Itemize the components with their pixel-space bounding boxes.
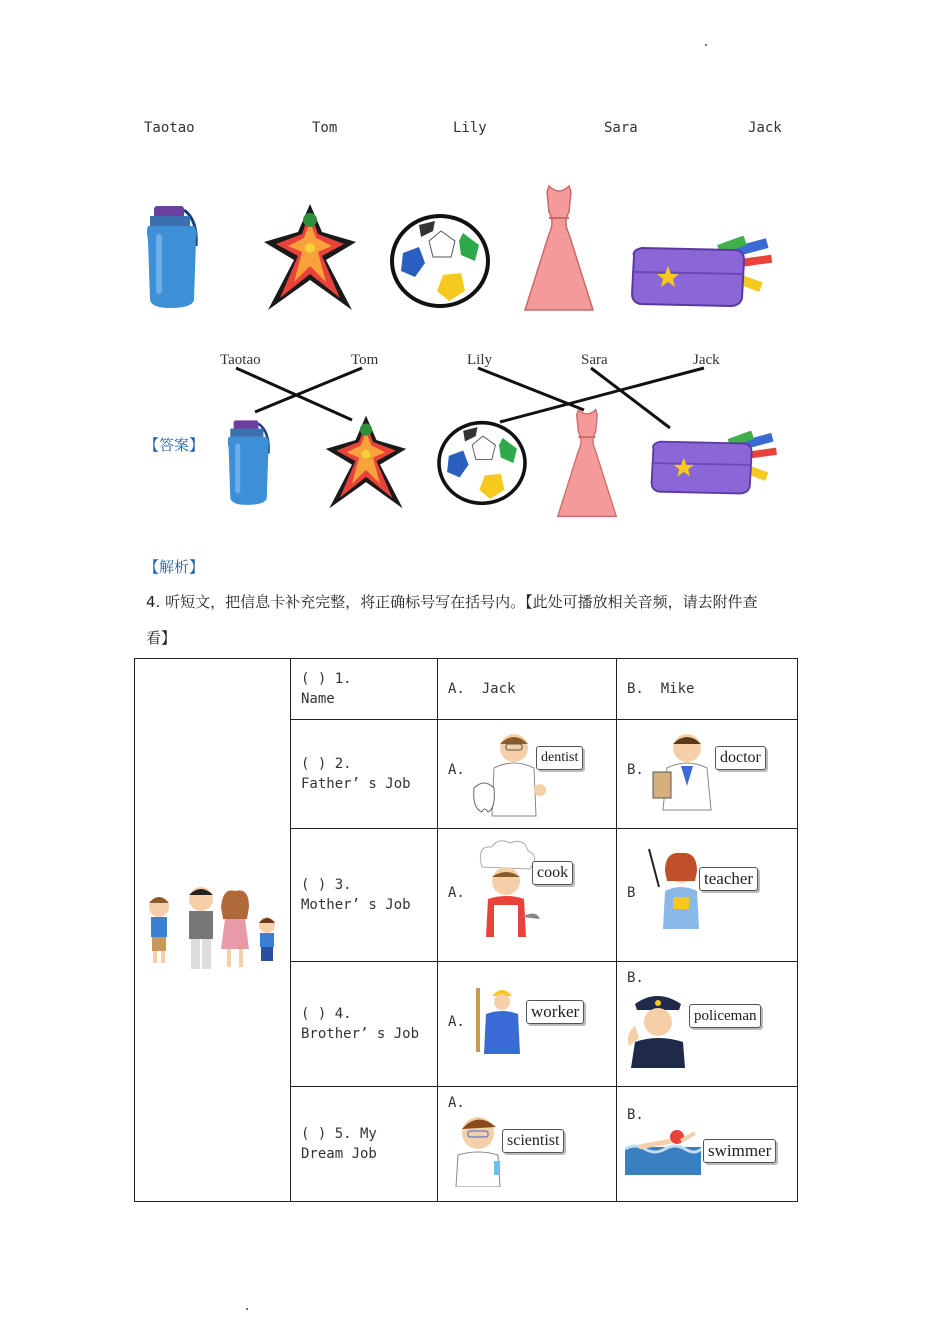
question-4-line2: 看】 — [146, 629, 177, 647]
answer-pencil-case-image — [648, 430, 782, 498]
name-sara: Sara — [604, 120, 638, 136]
answer-name-taotao: Taotao — [220, 352, 261, 368]
option-letter: A. — [448, 1014, 465, 1030]
page-mark-bottom — [246, 1308, 248, 1310]
swimmer-label: swimmer — [703, 1139, 776, 1163]
q3-option-a[interactable] — [438, 829, 617, 962]
q5-option-a[interactable] — [438, 1087, 617, 1202]
q3-label: Mother’ s Job — [301, 897, 411, 913]
option-letter: B. — [627, 1107, 644, 1123]
worker-image — [470, 984, 526, 1056]
answer-name-tom: Tom — [351, 352, 379, 368]
q2-blank[interactable]: ( ) 2. — [301, 756, 352, 772]
q1-cell — [291, 659, 438, 720]
answer-name-sara: Sara — [581, 352, 608, 368]
info-card-table — [134, 658, 798, 1202]
dentist-label: dentist — [536, 746, 583, 770]
name-lily: Lily — [453, 120, 487, 136]
doctor-label: doctor — [715, 746, 766, 770]
answer-name-jack: Jack — [693, 352, 720, 368]
q3-option-b[interactable] — [617, 829, 798, 962]
answer-tag: 【答案】 — [144, 436, 205, 454]
q5-blank[interactable]: ( ) 5. My — [301, 1126, 377, 1142]
option-letter: B — [627, 885, 636, 901]
q5-label: Dream Job — [301, 1146, 377, 1162]
q1-option-a[interactable] — [438, 659, 617, 720]
q2-option-b[interactable] — [617, 720, 798, 829]
cook-label: cook — [532, 861, 573, 885]
q1-label: Name — [301, 691, 335, 707]
option-letter: B. — [627, 762, 644, 778]
option-letter: B. — [627, 970, 644, 986]
option-letter: A. — [448, 1095, 465, 1111]
q4-option-a[interactable] — [438, 962, 617, 1087]
q4-cell — [291, 962, 438, 1087]
option-text: Mike — [660, 681, 695, 697]
name-taotao: Taotao — [144, 120, 195, 136]
q1-option-b[interactable] — [617, 659, 798, 720]
family-image — [143, 885, 283, 975]
policeman-image — [625, 986, 689, 1068]
family-picture-cell — [135, 659, 291, 1202]
answer-football-image — [436, 420, 528, 506]
answer-name-lily: Lily — [467, 352, 492, 368]
answer-dress-image — [556, 402, 618, 524]
policeman-label: policeman — [689, 1004, 761, 1028]
question-4-line1: 4. 听短文，把信息卡补充完整，将正确标号写在括号内。【此处可播放相关音频，请去附件查 — [146, 593, 758, 611]
q3-blank[interactable]: ( ) 3. — [301, 877, 352, 893]
name-jack: Jack — [748, 120, 782, 136]
answer-kite-image — [324, 412, 408, 512]
q4-blank[interactable]: ( ) 4. — [301, 1006, 352, 1022]
q2-cell — [291, 720, 438, 829]
dentist-image — [470, 728, 550, 820]
analysis-tag: 【解析】 — [144, 558, 205, 576]
option-letter: A. — [448, 681, 465, 697]
q4-label: Brother’ s Job — [301, 1026, 420, 1042]
teacher-label: teacher — [699, 867, 758, 891]
q1-blank[interactable]: ( ) 1. — [301, 671, 352, 687]
name-tom: Tom — [312, 120, 338, 136]
doctor-image — [651, 728, 715, 812]
option-letter: A. — [448, 762, 465, 778]
q2-label: Father’ s Job — [301, 776, 411, 792]
q4-option-b[interactable] — [617, 962, 798, 1087]
worker-label: worker — [526, 1000, 584, 1024]
answer-bottle-image — [222, 410, 280, 516]
scientist-label: scientist — [502, 1129, 564, 1153]
q2-option-a[interactable] — [438, 720, 617, 829]
option-letter: B. — [627, 681, 644, 697]
q3-cell — [291, 829, 438, 962]
option-text: Jack — [481, 681, 516, 697]
scientist-image — [450, 1111, 510, 1187]
match-line-tom-bottle — [255, 368, 362, 412]
swimmer-image — [625, 1127, 701, 1175]
q5-option-b[interactable] — [617, 1087, 798, 1202]
q5-cell — [291, 1087, 438, 1202]
cook-image — [470, 837, 542, 949]
option-letter: A. — [448, 885, 465, 901]
